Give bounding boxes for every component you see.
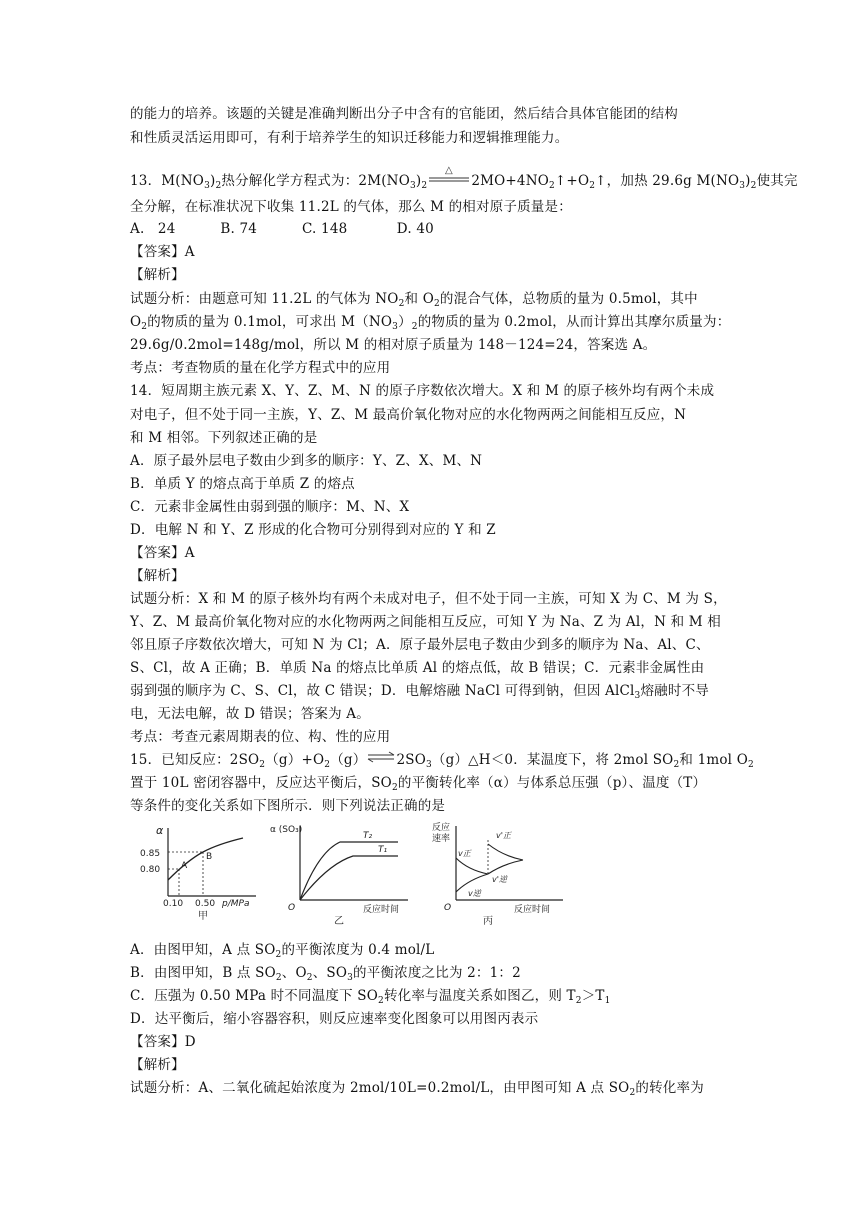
yi-x-label: 反应时间 [363, 905, 400, 915]
figure-bing [428, 820, 568, 936]
option-a: A．由图甲知，A 点 $SO_2$的平衡浓度为 0.4 mol/L [130, 942, 435, 960]
heat-equals-sign [427, 165, 471, 191]
yi-label-t1: T₁ [378, 845, 388, 855]
jia-xtick: 0.50 [195, 899, 216, 909]
bing-y-label: 速率 [432, 834, 451, 844]
question-14-stem: 14．短周期主族元素 X、Y、Z、M、N 的原子序数依次增大。X 和 M 的原子核外均有两个未成 [130, 383, 715, 399]
answer-label: 【答案】A [130, 244, 195, 260]
question-14-stem: 对电子，但不处于同一主族，Y、Z、M 最高价氧化物对应的水化物两两之间能相互反应，N [130, 407, 687, 423]
bing-caption: 丙 [483, 916, 493, 927]
analysis-text: 试题分析：由题意可知 11.2L 的气体为 $NO_2$和 $O_2$的混合气体，总物质的量为 0.5mol，其中 [130, 291, 698, 309]
analysis-label: 【解析】 [130, 568, 185, 584]
bing-label-vrev2: v'逆 [492, 875, 507, 884]
option-c: C．元素非金属性由弱到强的顺序：M、N、X [130, 499, 410, 515]
yi-curve-t1 [300, 856, 398, 900]
answer-label: 【答案】D [130, 1034, 196, 1050]
svg-text:△: △ [445, 165, 454, 176]
bing-v-fwd [456, 858, 488, 874]
question-15-stem: 15．已知反应：$2SO_2(g)+O_2(g)$ $2SO_3(g)\triangle H<0$．某温度下，将 2mol $SO_2$和 1mol $O_2$ [130, 752, 754, 770]
jia-xtick: 0.10 [163, 899, 184, 909]
analysis-text: 试题分析：A、二氧化硫起始浓度为 2mol/10L=0.2mol/L，由甲图可知 A 点 $SO_2$的转化率为 [130, 1080, 704, 1098]
bing-label-vfwd2: v'正 [496, 831, 511, 840]
analysis-text: 电，无法电解，故 D 错误；答案为 A。 [130, 706, 370, 722]
analysis-text: S、Cl，故 A 正确；B．单质 Na 的熔点比单质 Al 的熔点低，故 B 错误；C．元素非金属性由 [130, 660, 705, 676]
jia-y-label: α [156, 824, 164, 837]
yi-origin: O [288, 903, 296, 913]
analysis-label: 【解析】 [130, 267, 185, 283]
jia-point-a: A [181, 861, 188, 871]
bing-x-label: 反应时间 [514, 905, 551, 915]
option-a: A．原子最外层电子数由少到多的顺序：Y、Z、X、M、N [130, 453, 483, 469]
bing-v-rev2 [488, 860, 523, 874]
option-b: B．单质 Y 的熔点高于单质 Z 的熔点 [130, 476, 355, 492]
bing-v-fwd2 [488, 844, 523, 860]
question-15-stem: 置于 10L 密闭容器中，反应达平衡后，$SO_2$的平衡转化率（α）与体系总压强（p）、温度（T） [130, 775, 707, 793]
paragraph-line: 和性质灵活运用即可，有利于培养学生的知识迁移能力和逻辑推理能力。 [130, 130, 569, 146]
analysis-text: 29.6g/0.2mol=148g/mol，所以 M 的相对原子质量为 148－124=24，答案选 A。 [130, 337, 657, 353]
jia-caption: 甲 [198, 911, 208, 922]
question-13-stem: 13．$M(NO_3)_2$热分解化学方程式为：$2M(NO_3)_2$ △ $2MO+4NO_2↑+O_2↑$，加热 29.6g $M(NO_3)_2$使其完 [130, 165, 798, 191]
figure-jia [140, 820, 268, 936]
analysis-text: $O_2$的物质的量为 0.1mol，可求出 $M(NO_3)_2$的物质的量为 0.2mol，从而计算出其摩尔质量为： [130, 314, 731, 332]
paragraph-line: 的能力的培养。该题的关键是准确判断出分子中含有的官能团，然后结合具体官能团的结构 [130, 106, 678, 122]
knowledge-point: 考点：考查元素周期表的位、构、性的应用 [130, 729, 391, 745]
figure-yi [268, 820, 418, 936]
jia-x-label: p/MPa [222, 899, 250, 909]
analysis-label: 【解析】 [130, 1057, 185, 1073]
jia-ytick: 0.85 [140, 849, 161, 859]
bing-label-vfwd: v正 [458, 849, 471, 858]
figure-group [140, 820, 568, 932]
jia-point-b: B [206, 852, 213, 862]
bing-label-vrev: v逆 [468, 889, 481, 898]
equilibrium-arrow [366, 750, 396, 770]
yi-y-label: α (SO₃) [270, 825, 303, 835]
analysis-text: 试题分析：X 和 M 的原子核外均有两个未成对电子，但不处于同一主族，可知 X 为 C、M 为 S， [130, 591, 727, 607]
yi-caption: 乙 [334, 916, 344, 927]
option-c: C．压强为 0.50 MPa 时不同温度下 $SO_2$转化率与温度关系如图乙，则 $T_2>T_1$ [130, 988, 611, 1006]
question-14-stem: 和 M 相邻。下列叙述正确的是 [130, 430, 318, 446]
knowledge-point: 考点：考查物质的量在化学方程式中的应用 [130, 360, 391, 376]
analysis-text: 弱到强的顺序为 C、S、Cl，故 C 错误；D．电解熔融 NaCl 可得到钠，但因 AlCl$_3$熔融时不导 [130, 683, 709, 701]
bing-origin: O [444, 903, 452, 913]
question-13-line: 全分解，在标准状况下收集 11.2L 的气体，那么 M 的相对原子质量是： [130, 199, 572, 215]
question-13-options: A. 24 B. 74 C. 148 D. 40 [130, 221, 434, 237]
question-15-stem: 等条件的变化关系如下图所示．则下列说法正确的是 [130, 798, 446, 814]
analysis-text: Y、Z、M 最高价氧化物对应的水化物两两之间能相互反应，可知 Y 为 Na、Z 为 Al，N 和 M 相 [130, 614, 721, 630]
bing-y-label: 反应 [432, 823, 451, 833]
option-b: B．由图甲知，B 点 $SO_2$、$O_2$、$SO_3$的平衡浓度之比为 2：1：2 [130, 965, 521, 983]
jia-ytick: 0.80 [140, 865, 161, 875]
option-d: D．电解 N 和 Y、Z 形成的化合物可分别得到对应的 Y 和 Z [130, 522, 496, 538]
analysis-text: 邻且原子序数依次增大，可知 N 为 Cl；A．原子最外层电子数由少到多的顺序为 Na、Al、C、 [130, 637, 710, 653]
answer-label: 【答案】A [130, 545, 195, 561]
yi-label-t2: T₂ [363, 831, 373, 841]
option-d: D．达平衡后，缩小容器容积，则反应速率变化图象可以用图丙表示 [130, 1011, 539, 1027]
